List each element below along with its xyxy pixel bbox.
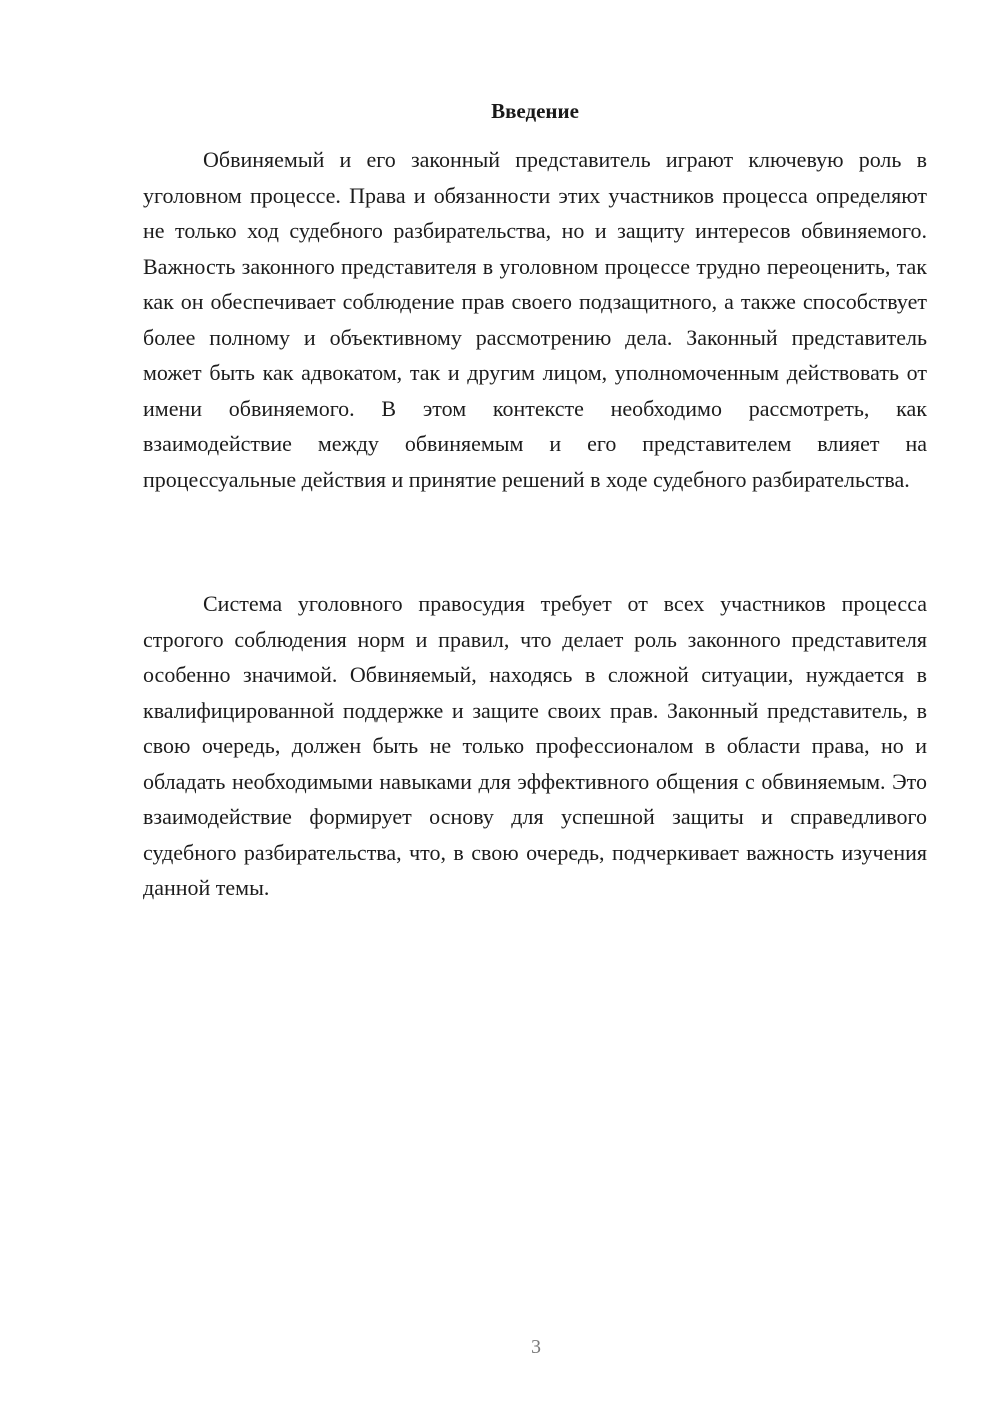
section-heading: Введение <box>491 99 579 123</box>
paragraph-1: Обвиняемый и его законный представитель играют ключевую роль в уголовном процессе. Права и обязанности этих участников процесса определяют не только ход судебного разбирательства, но и защиту интересов обвиняемого. Важность законного представителя в уголовном процессе трудно переоценить, так как он обеспечивает соблюдение прав своего подзащитного, а также способствует более полному и объективному рассмотрению дела. Законный представитель может быть как адвокатом, так и другим лицом, уполномоченным действовать от имени обвиняемого. В этом контексте необходимо рассмотреть, как взаимодействие между обвиняемым и его представителем влияет на процессуальные действия и принятие решений в ходе судебного разбирательства. <box>143 147 927 492</box>
page-number: 3 <box>531 1336 541 1358</box>
paragraph-2: Система уголовного правосудия требует от всех участников процесса строгого соблюдения норм и правил, что делает роль законного представителя особенно значимой. Обвиняемый, находясь в сложной ситуации, нуждается в квалифицированной поддержке и защите своих прав. Законный представитель, в свою очередь, должен быть не только профессионалом в области права, но и обладать необходимыми навыками для эффективного общения с обвиняемым. Это взаимодействие формирует основу для успешной защиты и справедливого судебного разбирательства, что, в свою очередь, подчеркивает важность изучения данной темы. <box>143 591 927 900</box>
